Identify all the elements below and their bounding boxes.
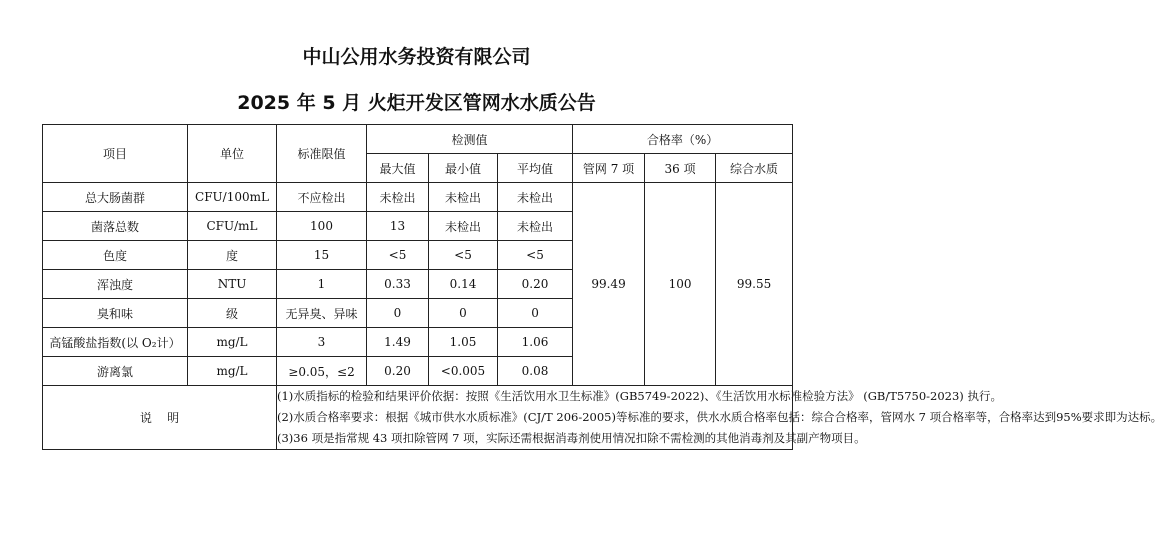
header-36-items: 36 项 xyxy=(645,154,716,183)
notes-content xyxy=(277,386,1162,450)
row-min: 0 xyxy=(429,299,498,328)
report-title: 2025 年 5 月 火炬开发区管网水水质公告 xyxy=(237,92,596,114)
row-min: 未检出 xyxy=(429,212,498,241)
header-unit: 单位 xyxy=(188,125,277,183)
row-min: 1.05 xyxy=(429,328,498,357)
header-overall: 综合水质 xyxy=(716,154,793,183)
row-unit: 级 xyxy=(188,299,277,328)
row-item: 高锰酸盐指数(以 O₂计） xyxy=(43,328,188,357)
row-avg: <5 xyxy=(498,241,573,270)
header-item: 项目 xyxy=(43,125,188,183)
row-max: 1.49 xyxy=(367,328,429,357)
row-avg: 0.20 xyxy=(498,270,573,299)
row-max: 0.33 xyxy=(367,270,429,299)
row-unit: CFU/100mL xyxy=(188,183,277,212)
row-min: 未检出 xyxy=(429,183,498,212)
row-min: <5 xyxy=(429,241,498,270)
note-3: (3)36 项是指常规 43 项扣除管网 7 项，实际还需根据消毒剂使用情况扣除不需检测的其他消毒剂及其副产物项目。 xyxy=(277,431,866,445)
row-item: 臭和味 xyxy=(43,299,188,328)
note-2: (2)水质合格率要求：根据《城市供水水质标准》(CJ/T 206-2005)等标准的要求，供水水质合格率包括：综合合格率，管网水 7 项合格率等，合格率达到95%要求即为达标。 xyxy=(277,410,1162,424)
notes-label: 说 明 xyxy=(43,386,277,450)
row-limit: 15 xyxy=(277,241,367,270)
pass-rate-pipe7: 99.49 xyxy=(573,183,645,386)
row-item: 浑浊度 xyxy=(43,270,188,299)
note-1: (1)水质指标的检验和结果评价依据：按照《生活饮用水卫生标准》(GB5749-2022)、《生活饮用水标准检验方法》 (GB/T5750-2023) 执行。 xyxy=(277,389,1002,403)
row-avg: 未检出 xyxy=(498,212,573,241)
row-avg: 未检出 xyxy=(498,183,573,212)
row-unit: NTU xyxy=(188,270,277,299)
header-pass-rate: 合格率（%） xyxy=(573,125,793,154)
row-avg: 0.08 xyxy=(498,357,573,386)
pass-rate-overall: 99.55 xyxy=(716,183,793,386)
row-limit: 无异臭、异味 xyxy=(277,299,367,328)
table-row xyxy=(43,183,793,212)
row-limit: 100 xyxy=(277,212,367,241)
row-limit: 1 xyxy=(277,270,367,299)
header-limit: 标准限值 xyxy=(277,125,367,183)
row-max: 13 xyxy=(367,212,429,241)
header-detected: 检测值 xyxy=(367,125,573,154)
notes-row xyxy=(43,386,793,450)
header-min: 最小值 xyxy=(429,154,498,183)
row-item: 菌落总数 xyxy=(43,212,188,241)
header-avg: 平均值 xyxy=(498,154,573,183)
row-unit: mg/L xyxy=(188,357,277,386)
row-item: 总大肠菌群 xyxy=(43,183,188,212)
row-max: 0 xyxy=(367,299,429,328)
row-min: 0.14 xyxy=(429,270,498,299)
row-avg: 0 xyxy=(498,299,573,328)
pass-rate-36-items: 100 xyxy=(645,183,716,386)
row-max: <5 xyxy=(367,241,429,270)
row-avg: 1.06 xyxy=(498,328,573,357)
row-item: 游离氯 xyxy=(43,357,188,386)
row-max: 未检出 xyxy=(367,183,429,212)
row-limit: ≥0.05，≤2 xyxy=(277,357,367,386)
header-max: 最大值 xyxy=(367,154,429,183)
row-min: <0.005 xyxy=(429,357,498,386)
header-pipe7: 管网 7 项 xyxy=(573,154,645,183)
row-item: 色度 xyxy=(43,241,188,270)
row-limit: 3 xyxy=(277,328,367,357)
water-quality-table xyxy=(42,124,1162,450)
company-title: 中山公用水务投资有限公司 xyxy=(302,46,531,68)
row-unit: mg/L xyxy=(188,328,277,357)
row-unit: CFU/mL xyxy=(188,212,277,241)
row-limit: 不应检出 xyxy=(277,183,367,212)
row-unit: 度 xyxy=(188,241,277,270)
row-max: 0.20 xyxy=(367,357,429,386)
